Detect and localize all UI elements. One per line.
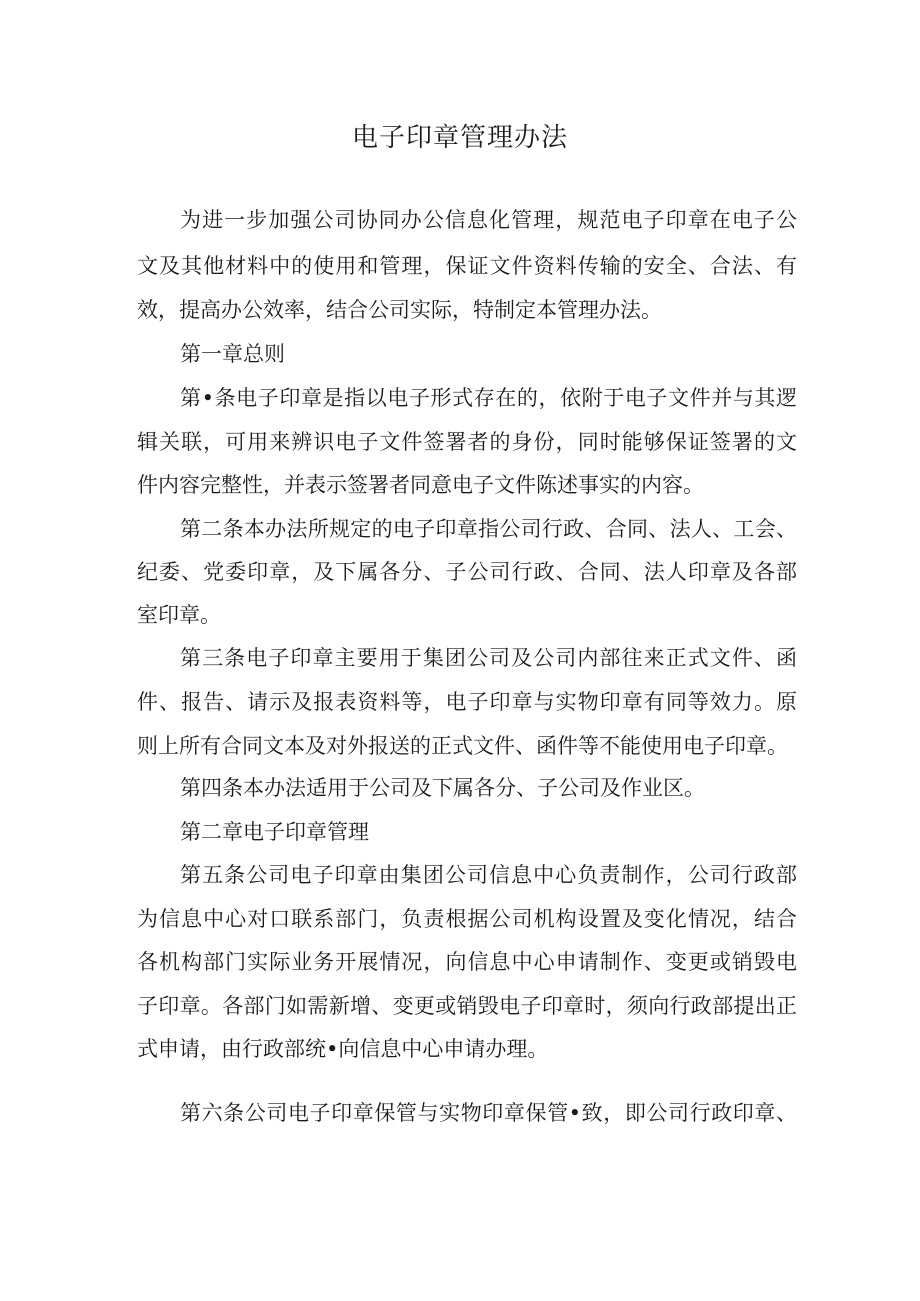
paragraph-line: 件、报告、请示及报表资料等，电子印章与实物印章有同等效力。原 — [137, 690, 797, 714]
chapter-heading: 第一章总则 — [180, 342, 285, 366]
paragraph-line: 第三条电子印章主要用于集团公司及公司内部往来正式文件、函 — [180, 646, 797, 670]
paragraph-line: 第二条本办法所规定的电子印章指公司行政、合同、法人、工会、 — [180, 517, 797, 541]
paragraph-line: 则上所有合同文本及对外报送的正式文件、函件等不能使用电子印章。 — [137, 734, 788, 758]
document-title: 电子印章管理办法 — [351, 123, 568, 153]
paragraph-line: 为信息中心对口联系部门，负责根据公司机构设置及变化情况，结合 — [137, 907, 797, 931]
paragraph-line: 各机构部门实际业务开展情况，向信息中心申请制作、变更或销毁电 — [137, 950, 797, 974]
paragraph-line: 第五条公司电子印章由集团公司信息中心负责制作，公司行政部 — [180, 863, 797, 887]
paragraph-line: 第六条公司电子印章保管与实物印章保管•致，即公司行政印章、 — [180, 1101, 797, 1125]
paragraph-line: 文及其他材料中的使用和管理，保证文件资料传输的安全、合法、有 — [137, 254, 797, 278]
chapter-heading: 第二章电子印章管理 — [180, 820, 369, 844]
paragraph-line: 纪委、党委印章，及下属各分、子公司行政、合同、法人印章及各部 — [137, 560, 797, 584]
paragraph-line: 第•条电子印章是指以电子形式存在的，依附于电子文件并与其逻 — [180, 386, 797, 410]
paragraph-line: 子印章。各部门如需新增、变更或销毁电子印章时，须向行政部提出正 — [137, 994, 797, 1018]
paragraph-line: 件内容完整性，并表示签署者同意电子文件陈述事实的内容。 — [137, 473, 704, 497]
paragraph-line: 效，提高办公效率，结合公司实际，特制定本管理办法。 — [137, 298, 662, 322]
paragraph-line: 式申请，由行政部统•向信息中心申请办理。 — [137, 1037, 549, 1061]
paragraph-line: 第四条本办法适用于公司及下属各分、子公司及作业区。 — [180, 776, 705, 800]
paragraph-line: 为进一步加强公司协同办公信息化管理，规范电子印章在电子公 — [180, 208, 797, 232]
paragraph-line: 室印章。 — [137, 603, 221, 627]
paragraph-line: 辑关联，可用来辨识电子文件签署者的身份，同时能够保证签署的文 — [137, 430, 797, 454]
